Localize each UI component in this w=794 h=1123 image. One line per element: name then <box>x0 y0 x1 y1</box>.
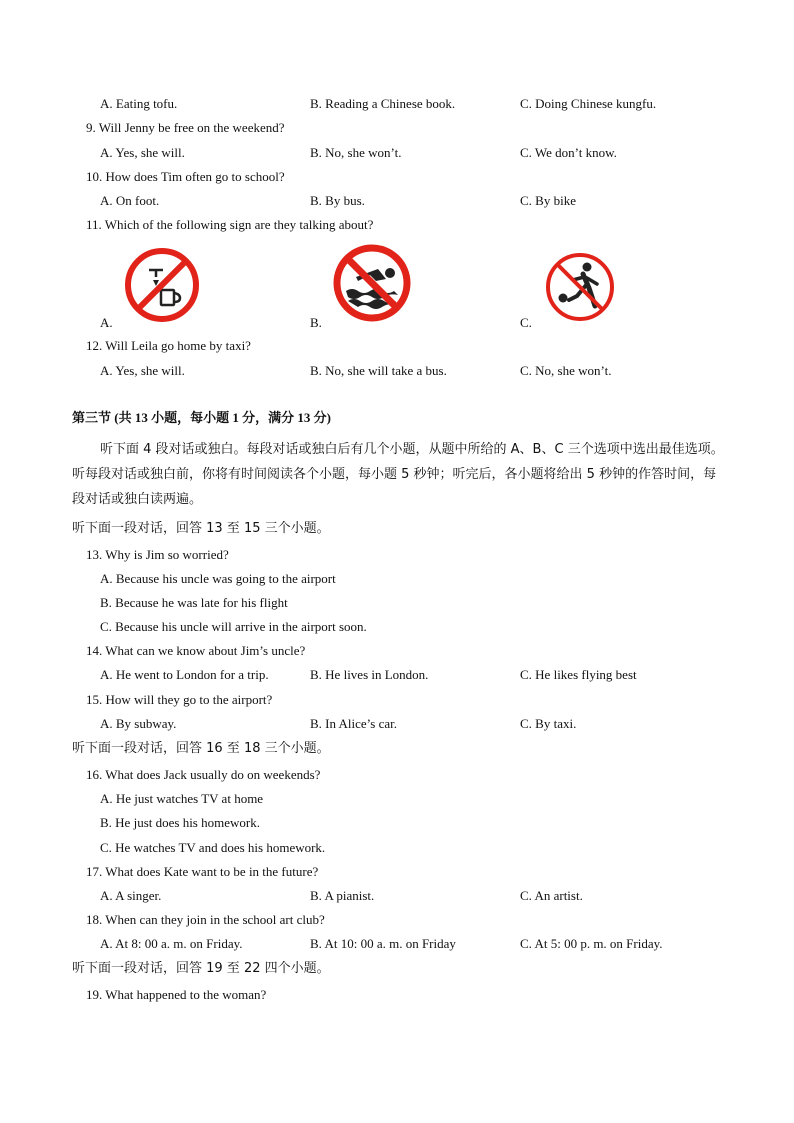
question-18: 18. When can they join in the school art club? <box>86 912 325 927</box>
question-13: 13. Why is Jim so worried? <box>86 547 229 562</box>
option-b: B. <box>310 315 322 330</box>
question-17: 17. What does Kate want to be in the future? <box>86 864 319 879</box>
option-c: C. By taxi. <box>520 716 577 731</box>
option-a: A. By subway. <box>100 716 177 731</box>
option-c: C. By bike <box>520 193 576 208</box>
question-10: 10. How does Tim often go to school? <box>86 169 285 184</box>
question-15: 15. How will they go to the airport? <box>86 692 273 707</box>
no-drinking-sign-icon <box>123 246 201 324</box>
option-b: B. No, she won’t. <box>310 145 402 160</box>
question-19: 19. What happened to the woman? <box>86 987 267 1002</box>
option-c: C. Doing Chinese kungfu. <box>520 96 657 111</box>
option-b: B. He lives in London. <box>310 667 429 682</box>
option-b: B. In Alice’s car. <box>310 716 398 731</box>
option-c: C. Because his uncle will arrive in the airport soon. <box>100 619 367 634</box>
option-b: B. No, she will take a bus. <box>310 363 447 378</box>
option-a: A. He went to London for a trip. <box>100 667 269 682</box>
dialog-intro: 听下面一段对话，回答 16 至 18 三个小题。 <box>72 741 330 756</box>
option-a: A. Because his uncle was going to the airport <box>100 571 336 586</box>
section-instruction: 听下面 4 段对话或独白。每段对话或独白后有几个小题，从题中所给的 A、B、C 三个选项中选出最佳选项。听每段对话或独白前，你将有时间阅读各个小题，每小题 5 秒钟；听完后，各小题将给出 5 秒钟的作答时间，每段对话或独白读两遍。 <box>72 442 724 507</box>
option-b: B. At 10: 00 a. m. on Friday <box>310 936 456 951</box>
option-c: C. We don’t know. <box>520 145 617 160</box>
question-14: 14. What can we know about Jim’s uncle? <box>86 643 306 658</box>
question-16: 16. What does Jack usually do on weekends? <box>86 767 321 782</box>
question-12: 12. Will Leila go home by taxi? <box>86 338 251 353</box>
option-a: A. On foot. <box>100 193 160 208</box>
option-c: C. He watches TV and does his homework. <box>100 840 326 855</box>
option-b: B. Because he was late for his flight <box>100 595 288 610</box>
option-b: B. Reading a Chinese book. <box>310 96 456 111</box>
section-heading: 第三节 (共 13 小题，每小题 1 分，满分 13 分) <box>72 410 331 425</box>
option-c: C. An artist. <box>520 888 583 903</box>
option-a: A. A singer. <box>100 888 162 903</box>
option-a: A. He just watches TV at home <box>100 791 264 806</box>
option-c: C. <box>520 315 532 330</box>
option-c: C. He likes flying best <box>520 667 637 682</box>
option-a: A. At 8: 00 a. m. on Friday. <box>100 936 243 951</box>
option-b: B. A pianist. <box>310 888 375 903</box>
question-11: 11. Which of the following sign are they talking about? <box>86 217 374 232</box>
option-b: B. He just does his homework. <box>100 815 260 830</box>
question-9: 9. Will Jenny be free on the weekend? <box>86 120 285 135</box>
option-b: B. By bus. <box>310 193 365 208</box>
option-a: A. <box>100 315 113 330</box>
dialog-intro: 听下面一段对话，回答 13 至 15 三个小题。 <box>72 521 330 536</box>
option-c: C. At 5: 00 p. m. on Friday. <box>520 936 663 951</box>
dialog-intro: 听下面一段对话，回答 19 至 22 四个小题。 <box>72 961 330 976</box>
option-a: A. Yes, she will. <box>100 363 185 378</box>
no-ball-playing-sign-icon <box>543 250 617 324</box>
no-swimming-sign-icon <box>332 243 412 323</box>
option-a: A. Eating tofu. <box>100 96 178 111</box>
option-a: A. Yes, she will. <box>100 145 185 160</box>
option-c: C. No, she won’t. <box>520 363 612 378</box>
